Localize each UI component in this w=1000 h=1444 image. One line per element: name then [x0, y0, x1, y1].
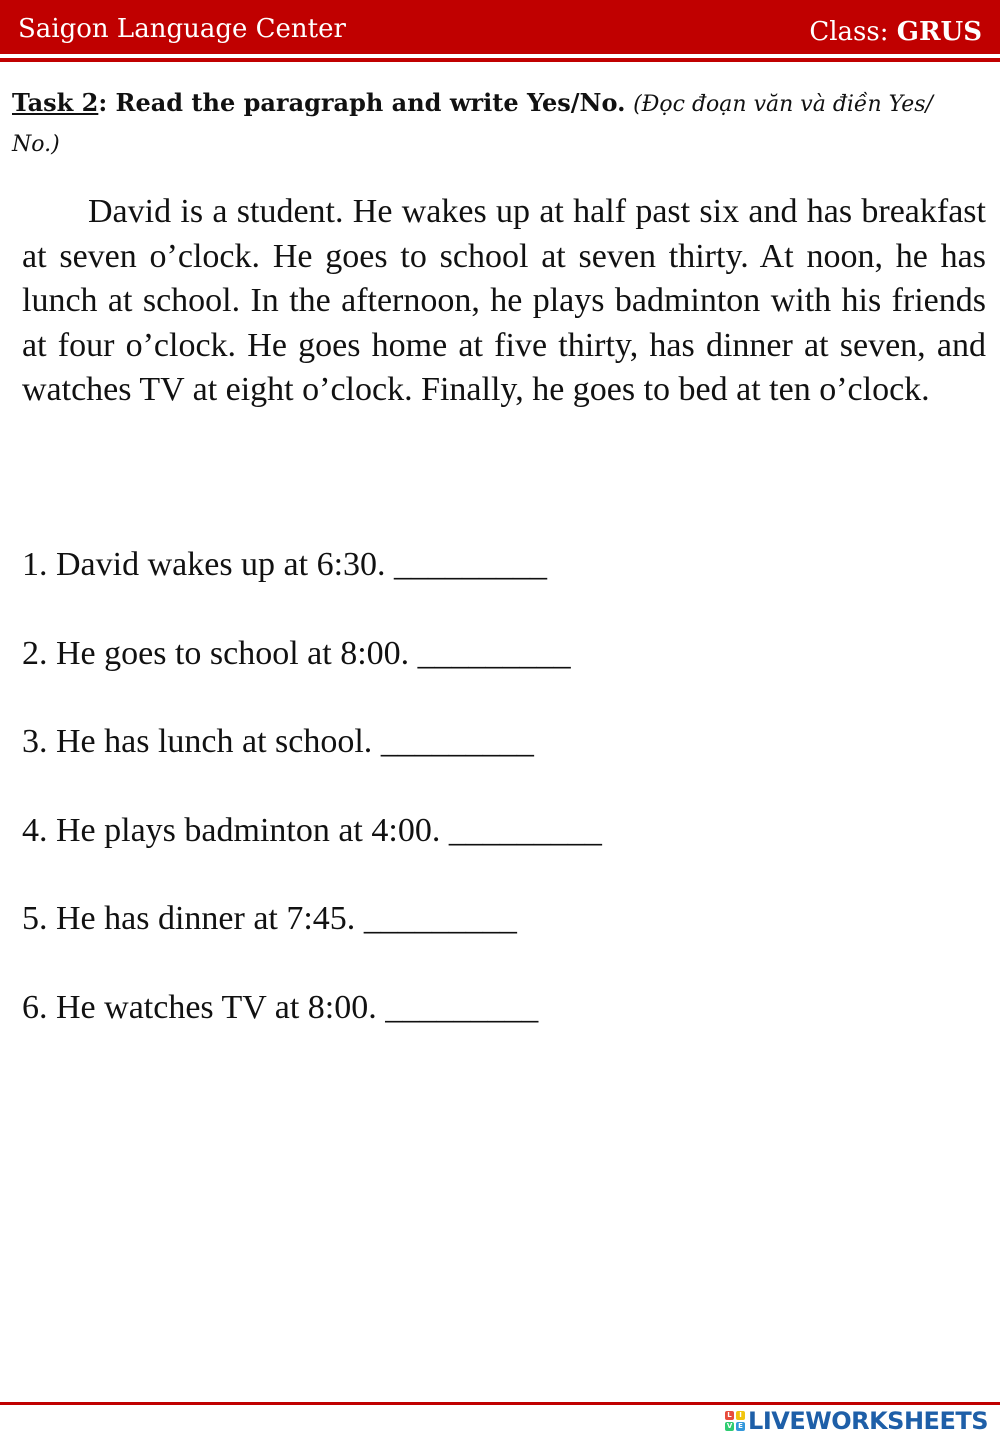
reading-passage: David is a student. He wakes up at half past six and has breakfast at seven o’clock. He goes to school at seven thirty. At noon, he has lunch at school. In the afternoon, he plays badminton with his friends at four o’clock. He goes home at five thirty, has dinner at seven, and watches TV at eight o’clock. Finally, he goes to bed at ten o’clock. [22, 193, 986, 408]
answer-blank[interactable]: _________ [380, 723, 534, 761]
question-text: 5. He has dinner at 7:45. [22, 900, 356, 938]
logo-mark-letter: L [725, 1411, 734, 1420]
question-text: 3. He has lunch at school. [22, 723, 373, 761]
logo-mark-letter: E [736, 1422, 745, 1431]
question-text: 2. He goes to school at 8:00. [22, 634, 410, 672]
logo-mark-letter: V [726, 1422, 733, 1430]
question-text: 1. David wakes up at 6:30. [22, 546, 386, 583]
task-translation: (Đọc đoạn văn và điền Yes/ No.) [12, 92, 933, 157]
header-divider [0, 58, 1000, 62]
class-value: GRUS [896, 17, 982, 47]
task-title: : Read the paragraph and write Yes/No. [98, 88, 626, 117]
question-item [22, 809, 922, 898]
liveworksheets-logo [725, 1407, 988, 1435]
question-item [22, 543, 922, 632]
logo-mark-icon [725, 1411, 745, 1431]
task-heading [12, 84, 972, 164]
question-text: 6. He watches TV at 8:00. [22, 988, 377, 1026]
question-list [22, 543, 922, 1075]
footer-divider [0, 1402, 1000, 1405]
logo-text: LIVEWORKSHEETS [748, 1407, 988, 1435]
center-name: Saigon Language Center [18, 14, 346, 44]
question-item [22, 897, 922, 986]
answer-blank[interactable]: _________ [394, 546, 548, 583]
question-item [22, 632, 922, 721]
task-label: Task 2 [12, 88, 99, 117]
answer-blank[interactable]: _________ [385, 988, 539, 1026]
answer-blank[interactable]: _________ [417, 634, 571, 672]
class-label: Class: [809, 17, 889, 47]
logo-mark-letter: I [736, 1411, 745, 1420]
question-text: 4. He plays badminton at 4:00. [22, 811, 441, 849]
answer-blank[interactable]: _________ [448, 811, 602, 849]
question-item [22, 986, 922, 1075]
question-item [22, 720, 922, 809]
class-info [809, 17, 982, 47]
answer-blank[interactable]: _________ [363, 900, 517, 938]
